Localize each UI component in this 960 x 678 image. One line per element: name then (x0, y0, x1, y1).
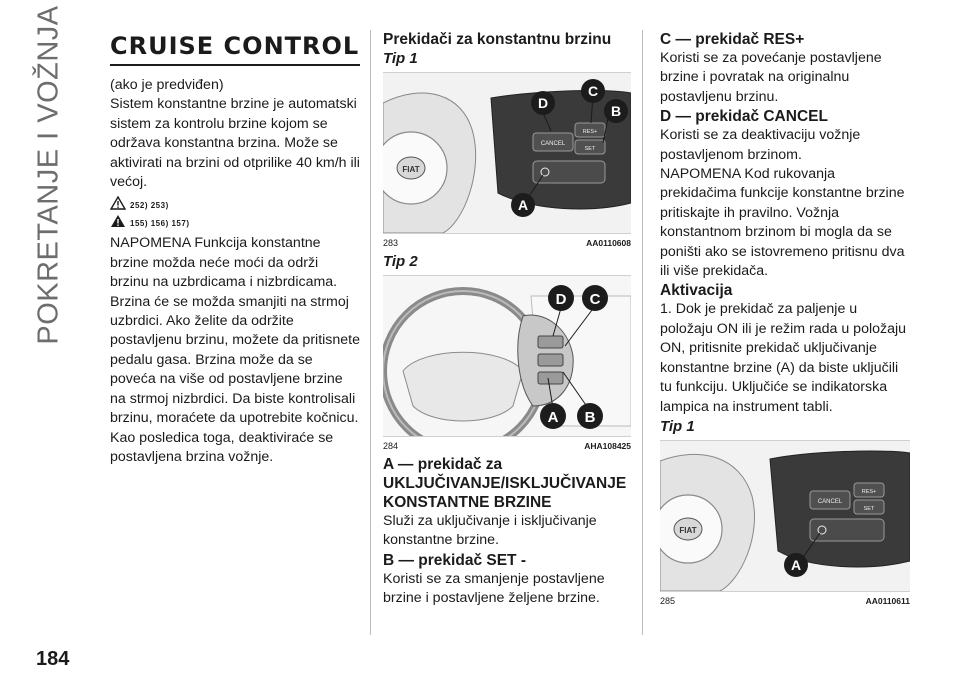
cancel-switch-label: CANCEL (540, 141, 566, 147)
res-switch-label: RES+ (582, 129, 598, 135)
figure-number: 283 (383, 238, 399, 248)
page-number: 184 (36, 648, 70, 670)
figure-285-caption (660, 596, 910, 606)
steering-switch-illustration (383, 73, 631, 233)
b-switch-heading: B — prekidač SET - (383, 551, 526, 569)
set-switch-label: SET (584, 146, 596, 152)
figure-number: 285 (660, 595, 676, 606)
figure-code: AHA108425 (584, 441, 631, 451)
c-switch-text: Koristi se za povećanje postavljene brzine i povratak na originalnu postavljenu brzinu. (660, 50, 882, 105)
a-switch-heading: A — prekidač za UKLJUČIVANJE/ISKLJUČIVANJE KONSTANTNE BRZINE (383, 456, 627, 511)
c-switch-heading: C — prekidač RES+ (660, 31, 805, 48)
d-switch-note: NAPOMENA Kod rukovanja prekidačima funkcije konstantne brzine pritiskajte ih pravilno. Vožnja konstantnom brzinom bi mogla da se poništi ako se istovremeno pritisnu dva ili više prekidača. (660, 166, 905, 280)
steering-switch-illustration-type-2 (383, 276, 631, 436)
a-switch-text: Služi za uključivanje i isključivanje konstantne brzine. (383, 513, 597, 549)
column-divider (642, 30, 643, 635)
section-title: CRUISE CONTROL (110, 32, 360, 60)
intro-text: Sistem konstantne brzine je automatski sistem za kontrolu brzine kojom se održava konstantna brzina. Može se aktivirati na brzini od otprilike 40 km/h ili većoj. (110, 96, 360, 191)
activation-heading: Aktivacija (660, 282, 733, 300)
callout-b: B (584, 409, 596, 426)
cancel-switch-illustration (660, 441, 910, 591)
callout-d: D (555, 291, 567, 308)
subtitle: (ako je predviđen) (110, 77, 224, 93)
column-2 (383, 30, 631, 609)
callout-a: A (790, 556, 802, 573)
switches-heading: Prekidači za konstantnu brzinu (383, 31, 612, 48)
fiat-logo: FIAT (679, 525, 697, 535)
callout-a: A (547, 409, 559, 426)
warning-icon (110, 196, 126, 210)
figure-285 (660, 440, 910, 592)
side-tab (14, 5, 84, 345)
figure-284-caption (383, 441, 631, 451)
figure-284 (383, 275, 631, 437)
warning-refs: 252) 253) (130, 201, 169, 211)
side-tab-label: POKRETANJE I VOŽNJA (32, 5, 65, 345)
caution-refs: 155) 156) 157) (130, 219, 190, 229)
set-switch-label: SET (863, 505, 875, 512)
fiat-logo: FIAT (402, 165, 420, 174)
callout-b: B (610, 103, 622, 119)
column-1 (110, 30, 360, 467)
b-switch-text: Koristi se za smanjenje postavljene brzine i postavljene željene brzine. (383, 570, 605, 607)
figure-code: AA0110611 (865, 595, 910, 606)
title-rule (110, 64, 360, 66)
res-switch-label: RES+ (861, 488, 877, 495)
activation-text: 1. Dok je prekidač za paljenje u položaju ON ili je režim rada u položaju ON, pritisnite prekidač uključivanje konstantne brzine (A) da biste uključili tu funkciju. Uključiće se indikatorska lampica na instrument tabli. (660, 301, 907, 415)
d-switch-text: Koristi se za deaktivaciju vožnje postavljenom brzinom. (660, 127, 861, 163)
cancel-switch-label: CANCEL (817, 498, 843, 505)
note-text: NAPOMENA Funkcija konstantne brzine možda neće moći da održi brzinu na uzbrdicama i nizbrdicama. Brzina će se možda smanjiti na strmoj uzbrdici. Ako želite da održite postavljenu brzinu, možete da pritisnete pedalu gasa. Brzina može da se poveća na više od postavljene brzine na strmoj nizbrdici. Da biste kontrolisali brzinu, moraćete da upotrebite kočnicu. Kao posledica toga, deaktiviraće se postavljena brzina vožnje. (110, 235, 360, 465)
callout-d: D (537, 95, 549, 111)
d-switch-heading: D — prekidač CANCEL (660, 108, 828, 126)
tip-1-label: Tip 1 (383, 50, 418, 67)
callout-c: C (587, 83, 599, 99)
caution-ref-row (110, 214, 360, 228)
column-3 (660, 30, 910, 610)
callout-a: A (517, 197, 529, 213)
caution-icon (110, 214, 126, 228)
column-divider (370, 30, 371, 635)
figure-number: 284 (383, 441, 399, 451)
tip-1-label: Tip 1 (660, 417, 695, 435)
callout-c: C (589, 291, 601, 308)
figure-code: AA0110608 (586, 238, 631, 248)
figure-283 (383, 72, 631, 234)
tip-2-label: Tip 2 (383, 253, 418, 270)
figure-283-caption (383, 238, 631, 248)
warning-ref-row (110, 196, 360, 210)
